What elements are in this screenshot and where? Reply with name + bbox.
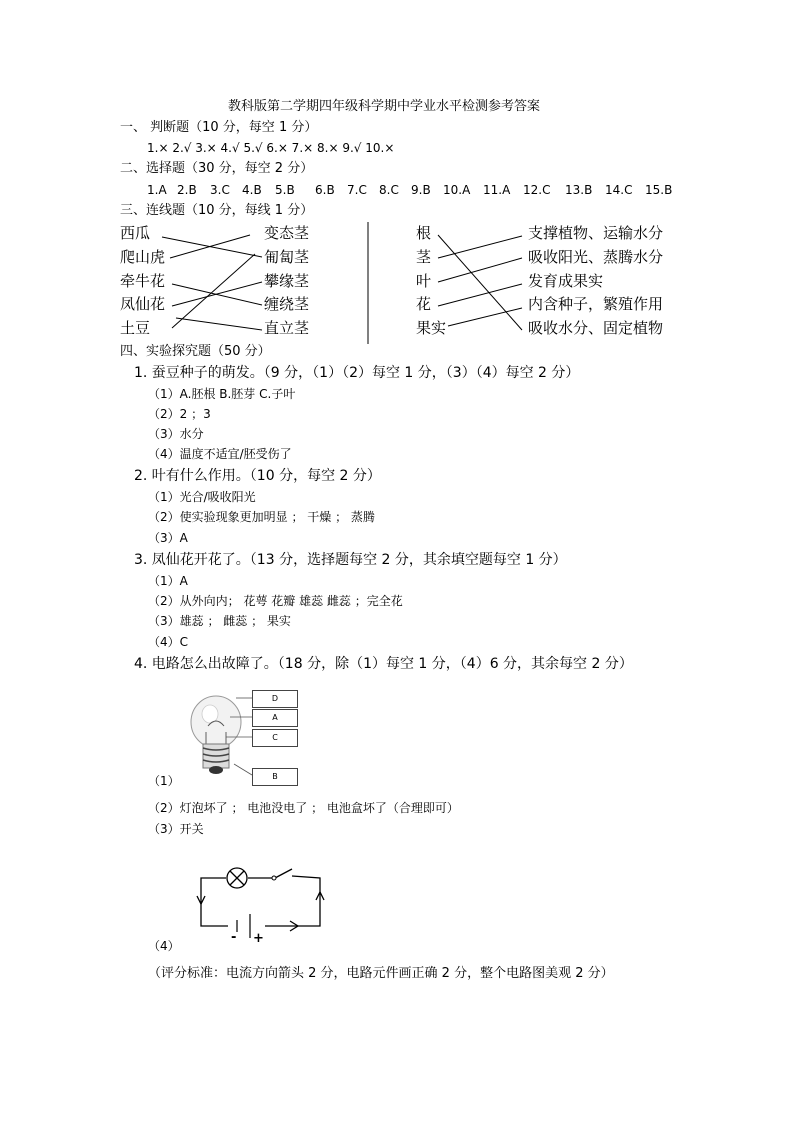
mcq-answer-9: 9.B bbox=[411, 183, 431, 197]
function-3: 发育成果实 bbox=[528, 272, 604, 290]
stem-type-1: 变态茎 bbox=[264, 224, 310, 242]
mcq-answer-2: 2.B bbox=[177, 183, 197, 197]
q1-title: 1. 蚕豆种子的萌发。（9 分，（1）（2）每空 1 分，（3）（4）每空 2 分） bbox=[134, 365, 580, 381]
q1-answer-4: （4）温度不适宜/胚受伤了 bbox=[148, 447, 292, 461]
bulb-label-b: B bbox=[252, 768, 298, 786]
q3-answer-4: （4）C bbox=[148, 635, 189, 649]
q1-answer-2: （2）2 ；3 bbox=[148, 407, 211, 421]
circuit-wire-right bbox=[265, 876, 320, 926]
organ-4: 花 bbox=[416, 295, 432, 313]
mcq-answer-11: 11.A bbox=[483, 183, 511, 197]
function-1: 支撑植物、运输水分 bbox=[528, 224, 664, 242]
grading-note: （评分标准：电流方向箭头 2 分，电路元件画正确 2 分，整个电路图美观 2 分） bbox=[148, 966, 614, 981]
circuit-wire-left bbox=[201, 878, 228, 926]
stem-type-2: 匍匐茎 bbox=[264, 248, 310, 266]
section1-heading: 一、 判断题（10 分，每空 1 分） bbox=[120, 120, 318, 135]
mcq-answer-5: 5.B bbox=[275, 183, 295, 197]
left-item-5: 土豆 bbox=[120, 319, 151, 337]
left-item-3: 牵牛花 bbox=[120, 272, 166, 290]
organ-2: 茎 bbox=[416, 248, 432, 266]
switch-contact bbox=[272, 876, 276, 880]
q3-answer-3: （3）雄蕊 ； 雌蕊 ； 果实 bbox=[148, 614, 291, 628]
q4-title: 4. 电路怎么出故障了。（18 分，除（1）每空 1 分，（4）6 分，其余每空 2 分） bbox=[134, 656, 633, 672]
q2-answer-3: （3）A bbox=[148, 531, 188, 545]
q3-answer-1: （1）A bbox=[148, 574, 188, 588]
q4-answer-4-label: （4） bbox=[148, 939, 180, 953]
left-item-1: 西瓜 bbox=[120, 224, 151, 242]
mcq-answer-1: 1.A bbox=[147, 183, 167, 197]
left-item-2: 爬山虎 bbox=[120, 248, 166, 266]
mcq-answer-13: 13.B bbox=[565, 183, 593, 197]
mcq-answer-8: 8.C bbox=[379, 183, 399, 197]
mcq-answer-14: 14.C bbox=[605, 183, 633, 197]
function-5: 吸收水分、固定植物 bbox=[528, 319, 664, 337]
section3-heading: 三、连线题（10 分，每线 1 分） bbox=[120, 203, 314, 218]
stem-type-4: 缠绕茎 bbox=[264, 295, 310, 313]
q2-answer-2: （2）使实验现象更加明显 ； 干燥 ； 蒸腾 bbox=[148, 510, 375, 524]
q4-answer-3: （3）开关 bbox=[148, 822, 204, 836]
stem-type-5: 直立茎 bbox=[264, 319, 310, 337]
function-4: 内含种子，繁殖作用 bbox=[528, 295, 664, 313]
bulb-label-d: D bbox=[252, 690, 298, 708]
mcq-answer-3: 3.C bbox=[210, 183, 230, 197]
bulb-label-a: A bbox=[252, 709, 298, 727]
q1-answer-1: （1）A.胚根 B.胚芽 C.子叶 bbox=[148, 387, 296, 401]
mcq-answer-15: 15.B bbox=[645, 183, 673, 197]
section4-heading: 四、实验探究题（50 分） bbox=[120, 344, 271, 359]
section2-heading: 二、选择题（30 分，每空 2 分） bbox=[120, 161, 314, 176]
q3-answer-2: （2）从外向内； 花萼 花瓣 雄蕊 雌蕊 ；完全花 bbox=[148, 594, 403, 608]
left-item-4: 凤仙花 bbox=[120, 295, 166, 313]
q2-title: 2. 叶有什么作用。（10 分，每空 2 分） bbox=[134, 468, 381, 484]
mcq-answer-10: 10.A bbox=[443, 183, 471, 197]
q1-answer-3: （3）水分 bbox=[148, 427, 204, 441]
page-title: 教科版第二学期四年级科学期中学业水平检测参考答案 bbox=[228, 99, 541, 114]
mcq-answer-4: 4.B bbox=[242, 183, 262, 197]
q4-answer-2: （2）灯泡坏了 ； 电池没电了 ； 电池盒坏了（合理即可） bbox=[148, 801, 459, 815]
switch-icon bbox=[275, 869, 292, 878]
mcq-answer-12: 12.C bbox=[523, 183, 551, 197]
section1-answers: 1.× 2.√ 3.× 4.√ 5.√ 6.× 7.× 8.× 9.√ 10.× bbox=[147, 141, 395, 155]
battery-plus-label: + bbox=[253, 931, 264, 946]
bulb-label-c: C bbox=[252, 729, 298, 747]
q4-answer-1-label: （1） bbox=[148, 774, 180, 788]
organ-1: 根 bbox=[416, 224, 432, 242]
battery-minus-label: - bbox=[231, 930, 237, 945]
mcq-answer-6: 6.B bbox=[315, 183, 335, 197]
q2-answer-1: （1）光合/吸收阳光 bbox=[148, 490, 256, 504]
mcq-answer-7: 7.C bbox=[347, 183, 367, 197]
organ-5: 果实 bbox=[416, 319, 447, 337]
function-2: 吸收阳光、蒸腾水分 bbox=[528, 248, 664, 266]
q3-title: 3. 凤仙花开花了。（13 分，选择题每空 2 分，其余填空题每空 1 分） bbox=[134, 552, 567, 568]
organ-3: 叶 bbox=[416, 272, 432, 290]
stem-type-3: 攀缘茎 bbox=[264, 272, 310, 290]
